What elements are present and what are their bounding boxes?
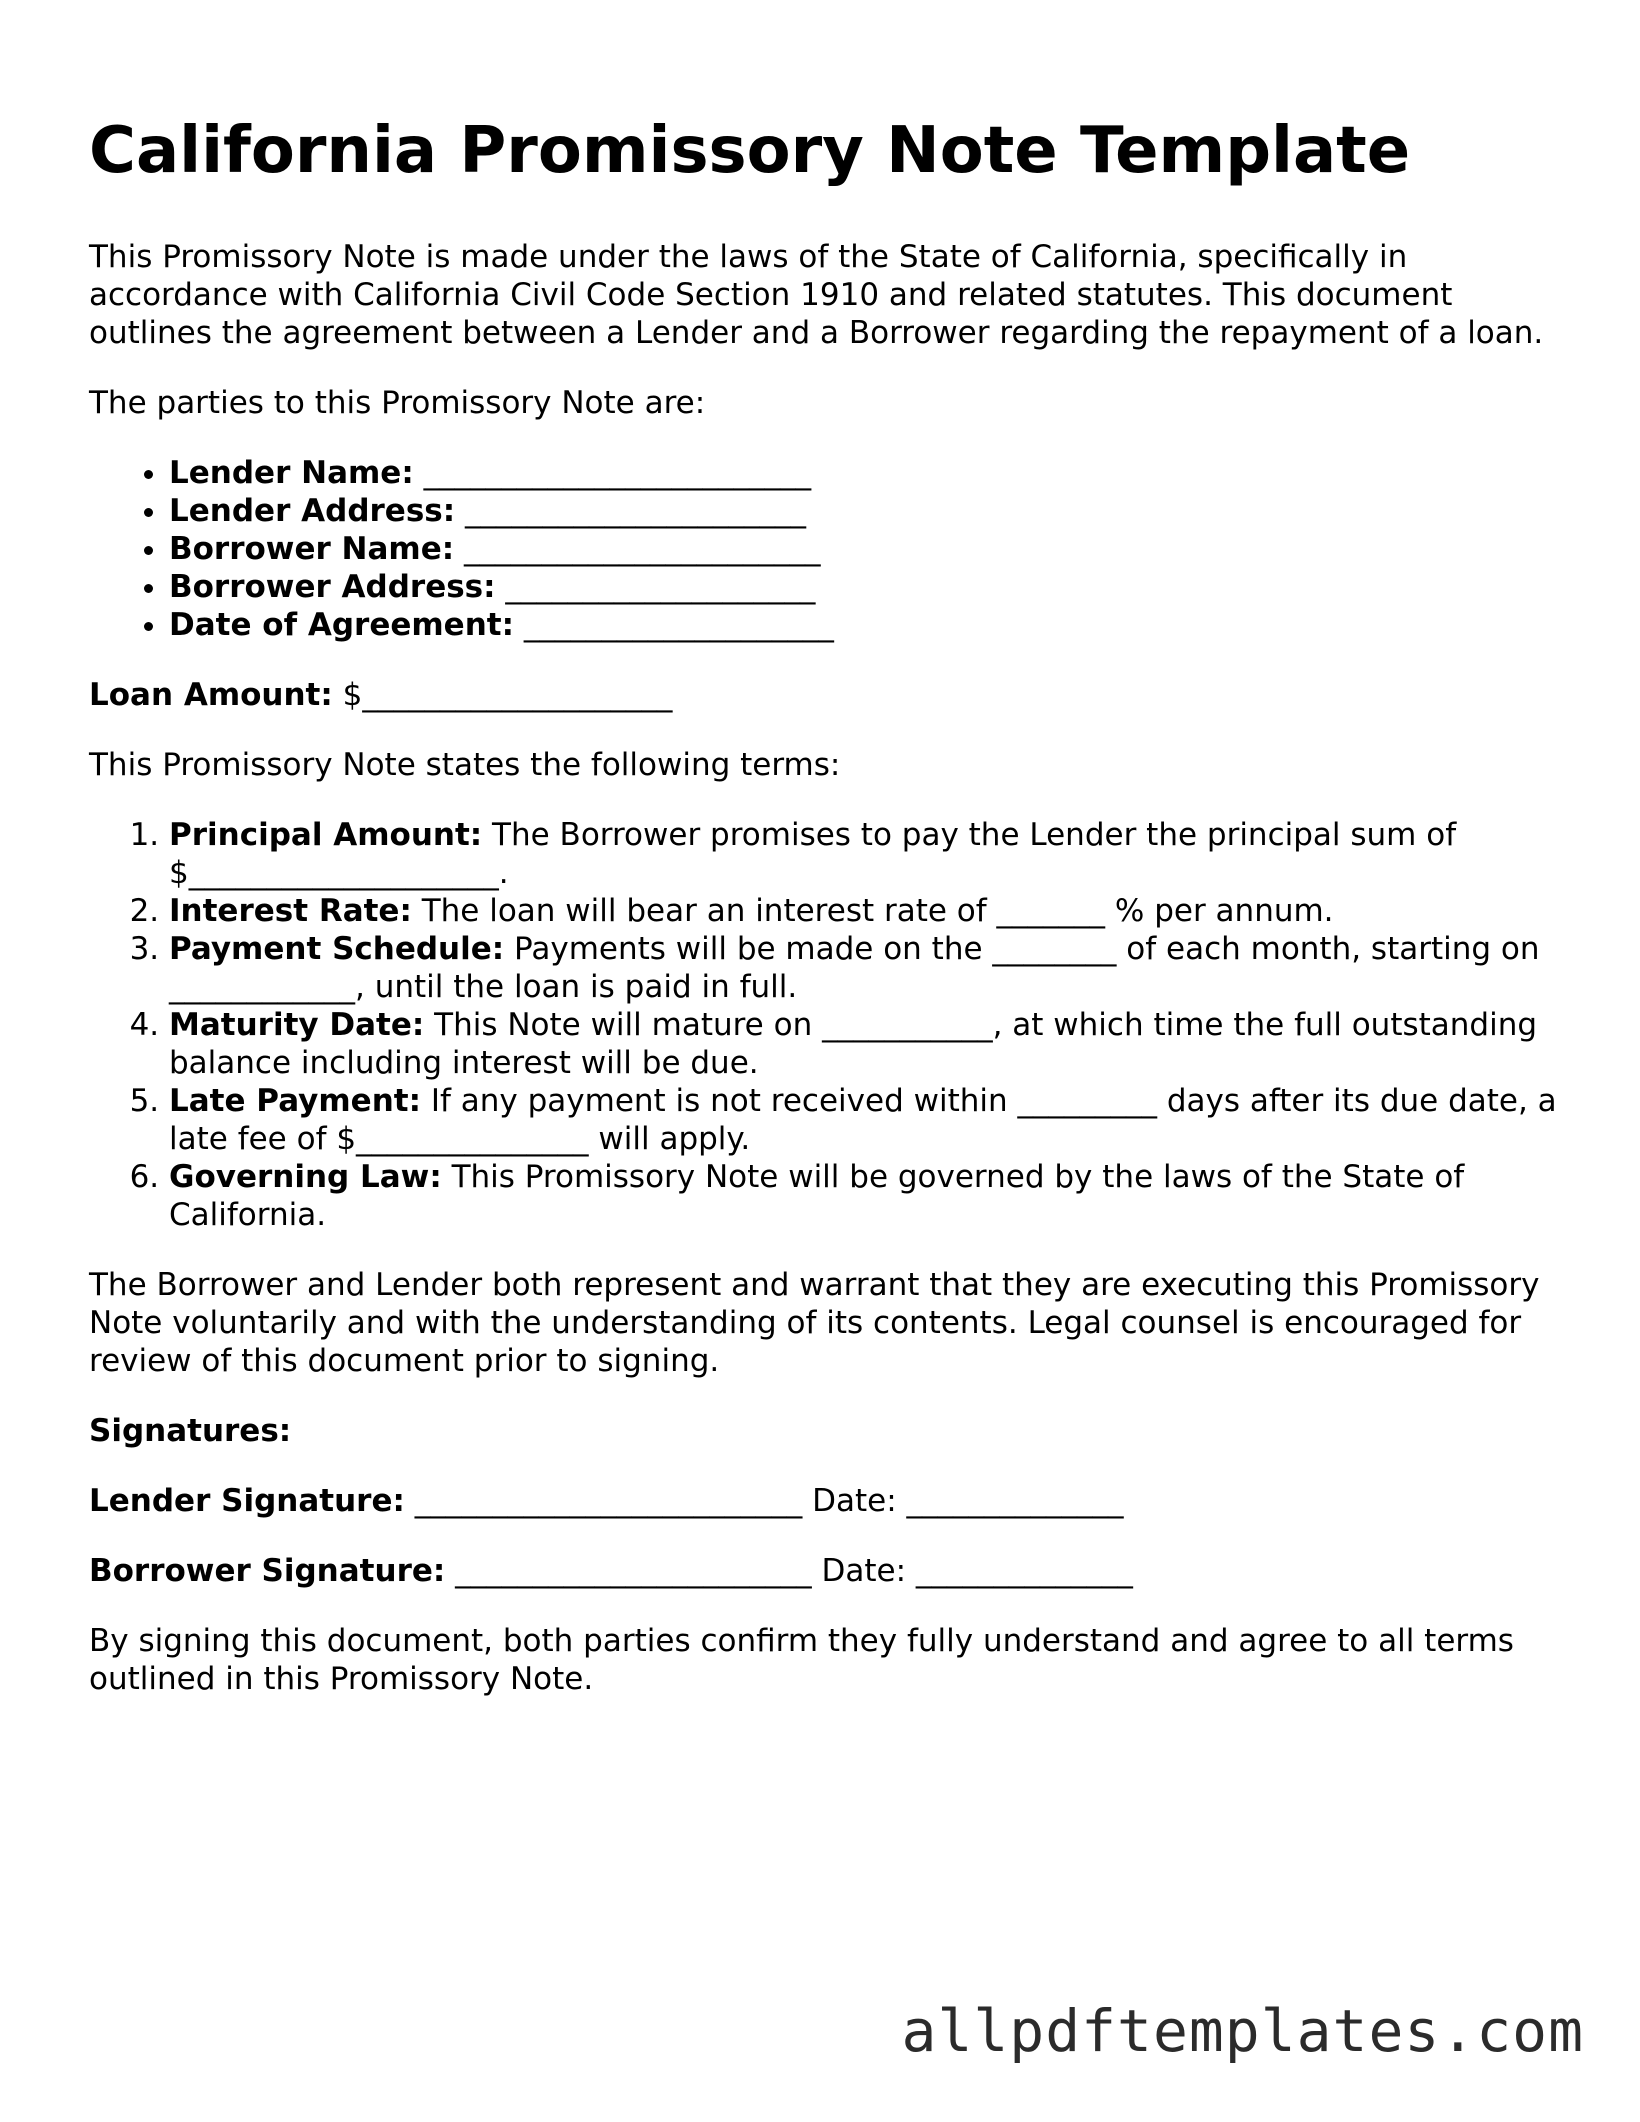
terms-list (89, 816, 1559, 1234)
term-label: Maturity Date: (169, 1007, 425, 1043)
party-label: Borrower Address: (169, 569, 496, 605)
term-label: Interest Rate: (169, 893, 412, 929)
loan-amount-blank: $____________________ (342, 677, 673, 713)
signatures-heading: Signatures: (89, 1413, 292, 1449)
document-title: California Promissory Note Template (89, 114, 1411, 188)
party-label: Lender Name: (169, 455, 414, 491)
party-item-borrower-address (169, 568, 1559, 606)
borrower-signature-blank: _______________________ (455, 1553, 812, 1589)
lender-signature-label: Lender Signature: (89, 1483, 405, 1519)
lender-signature-blank: _________________________ (414, 1483, 803, 1519)
party-label: Borrower Name: (169, 531, 455, 567)
lender-signature-line (89, 1482, 1559, 1520)
closing-paragraph: By signing this document, both parties confirm they fully understand and agree to all terms outlined in this Promissory Note. (89, 1623, 1514, 1697)
term-label: Principal Amount: (169, 817, 483, 853)
party-label: Date of Agreement: (169, 607, 514, 643)
term-item-maturity-date (169, 1006, 1559, 1082)
representation-paragraph: The Borrower and Lender both represent and warrant that they are executing this Promissory Note voluntarily and with the understanding of its contents. Legal counsel is encouraged for review of this document prior to signing. (89, 1267, 1540, 1379)
site-watermark: allpdftemplates.com (901, 1997, 1584, 2065)
term-text: This Promissory Note will be governed by the laws of the State of California. (169, 1159, 1465, 1233)
party-blank: _________________________ (423, 455, 812, 491)
borrower-date-label: Date: (821, 1553, 907, 1589)
term-item-interest-rate (169, 892, 1559, 930)
term-label: Governing Law: (169, 1159, 442, 1195)
term-text: This Note will mature on ___________, at which time the full outstanding balance including interest will be due. (169, 1007, 1538, 1081)
parties-list (89, 454, 1559, 644)
term-text: Payments will be made on the ________ of each month, starting on ____________, until the loan is paid in full. (169, 931, 1540, 1005)
party-blank: ____________________ (523, 607, 834, 643)
lender-date-blank: ______________ (906, 1483, 1124, 1519)
borrower-signature-label: Borrower Signature: (89, 1553, 446, 1589)
loan-amount-label: Loan Amount: (89, 677, 333, 713)
document-page (89, 112, 1559, 1730)
party-blank: ______________________ (465, 493, 806, 529)
term-text: The loan will bear an interest rate of _______ % per annum. (421, 893, 1334, 929)
term-text: The Borrower promises to pay the Lender the principal sum of $____________________. (169, 817, 1457, 891)
term-label: Late Payment: (169, 1083, 421, 1119)
term-text: If any payment is not received within _________ days after its due date, a late fee of $_______________ will apply. (169, 1083, 1557, 1157)
party-blank: _______________________ (464, 531, 821, 567)
party-item-date-of-agreement (169, 606, 1559, 644)
term-label: Payment Schedule: (169, 931, 505, 967)
party-item-lender-address (169, 492, 1559, 530)
borrower-signature-line (89, 1552, 1559, 1590)
lender-date-label: Date: (812, 1483, 897, 1519)
parties-intro: The parties to this Promissory Note are: (89, 385, 706, 421)
party-item-lender-name (169, 454, 1559, 492)
loan-amount-line (89, 676, 1559, 714)
term-item-governing-law (169, 1158, 1559, 1234)
term-item-principal-amount (169, 816, 1559, 892)
party-blank: ____________________ (505, 569, 816, 605)
borrower-date-blank: ______________ (915, 1553, 1133, 1589)
party-label: Lender Address: (169, 493, 456, 529)
intro-paragraph: This Promissory Note is made under the laws of the State of California, specifically in accordance with California Civil Code Section 1910 and related statutes. This document outlines the agreement between a Lender and a Borrower regarding the repayment of a loan. (89, 239, 1544, 351)
term-item-late-payment (169, 1082, 1559, 1158)
party-item-borrower-name (169, 530, 1559, 568)
terms-intro: This Promissory Note states the following terms: (89, 747, 841, 783)
term-item-payment-schedule (169, 930, 1559, 1006)
